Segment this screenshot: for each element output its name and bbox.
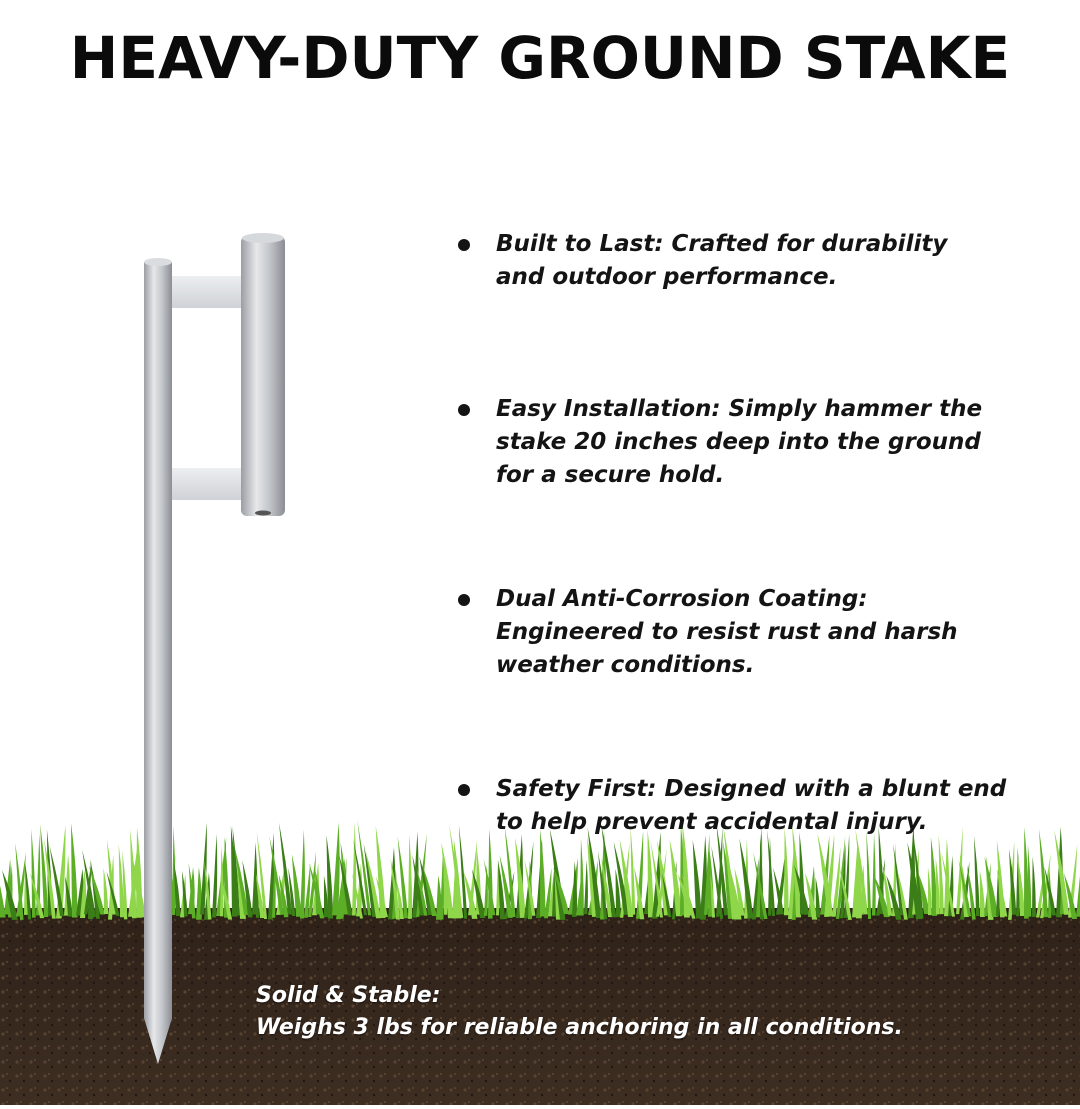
feature-line: for a secure hold. [496,462,725,488]
bullet-icon [458,239,470,251]
feature-line: stake 20 inches deep into the ground [496,429,981,455]
feature-line: Engineered to resist rust and harsh [496,619,958,645]
caption-text: Weighs 3 lbs for reliable anchoring in all conditions. [256,1015,903,1040]
ground-stake-image [130,228,300,1068]
feature-line: Easy Installation: Simply hammer the [496,396,983,422]
feature-line: Built to Last: Crafted for durability [496,231,948,257]
feature-line: and outdoor performance. [496,264,838,290]
feature-line: to help prevent accidental injury. [496,809,928,835]
caption-heading: Solid & Stable: [256,983,441,1008]
feature-line: Safety First: Designed with a blunt end [496,776,1007,802]
bullet-icon [458,404,470,416]
feature-line: weather conditions. [496,652,755,678]
page-title: HEAVY-DUTY GROUND STAKE [69,24,1011,92]
bullet-icon [458,594,470,606]
feature-line: Dual Anti-Corrosion Coating: [496,586,868,612]
soil-caption [256,980,1056,1044]
bullet-icon [458,784,470,796]
